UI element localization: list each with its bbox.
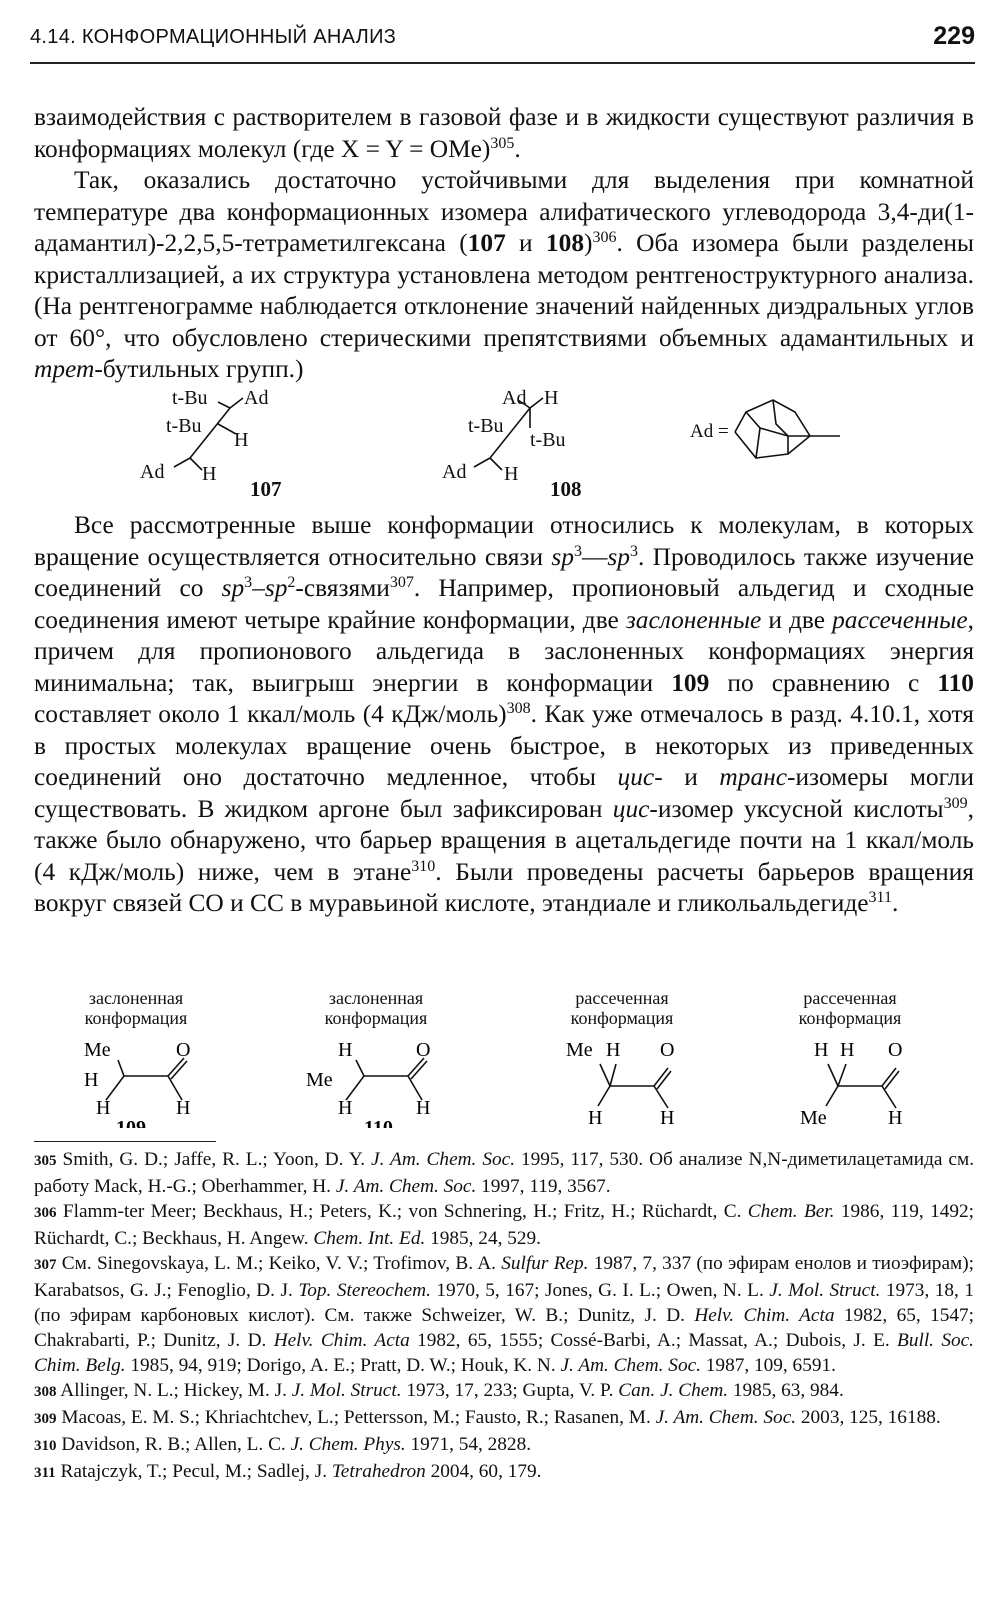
text-span: 1985, 63, 984. (728, 1380, 844, 1401)
substituent-label: Me (800, 1107, 827, 1128)
conformation-label: рассеченная (803, 988, 897, 1008)
text-span: – (252, 574, 265, 602)
compound-number: 109 (671, 668, 710, 697)
text-span: . Например, пропионовый альдегид и сходные соединения имеют четыре крайние конформации, две (34, 574, 975, 634)
text-span: 1987, 109, 6591. (700, 1355, 836, 1376)
text-span: -изомеры могли существовать. В жидком аргоне был зафиксирован (34, 763, 974, 823)
footnote-divider (34, 1141, 216, 1142)
text-span: Macoas, E. M. S.; Khriachtchev, L.; Pettersson, M.; Fausto, R.; Rasanen, M. (61, 1407, 656, 1428)
page-number: 229 (933, 22, 975, 50)
conformation-label: конформация (84, 1008, 188, 1028)
text-span: 1986, 119, 1492; Rüchardt, C.; Beckhaus, H. Angew. (34, 1201, 974, 1249)
text-span: и (505, 229, 546, 257)
footnote-ref: 309 (943, 794, 968, 812)
conformation-label: конформация (798, 1008, 902, 1028)
substituent-label: H (202, 463, 217, 485)
journal-name: Sulfur Rep. (501, 1253, 589, 1274)
text-span: 1970, 5, 167; Jones, G. I. L.; Owen, N. L. (430, 1280, 770, 1301)
text-span: 1982, 65, 1547; Chakrabarti, P.; Dunitz, J. D. (34, 1305, 975, 1351)
footnote-310 (34, 1432, 974, 1459)
journal-name: Helv. Chim. Acta (273, 1330, 410, 1351)
substituent-label: O (888, 1039, 903, 1061)
text-span: 1987, 7, 337 (по эфирам енолов и тиоэфирам); Karabatsos, G. J.; Fenoglio, D. J. (34, 1253, 974, 1301)
conformation-label: конформация (324, 1008, 428, 1028)
footnote-311 (34, 1459, 974, 1486)
text-span: Ratajczyk, T.; Pecul, M.; Sadlej, J. (60, 1461, 332, 1482)
bond (490, 458, 502, 470)
conformation-label: рассеченная (575, 988, 669, 1008)
bond (218, 402, 230, 408)
substituent-label: t-Bu (166, 415, 202, 437)
text-span: взаимодействия с растворителем в газовой фазе и в жидкости существуют различия в конформациях молекул (где X = Y = OMe) (34, 103, 974, 163)
compound-number: 108 (550, 477, 582, 501)
text-span: , причем для пропионового альдегида в заслоненных конформациях энергия минимальна; так, выигрыш энергии в конформации (34, 605, 974, 697)
structure-108 (430, 380, 620, 505)
compound-number: 110 (364, 1117, 393, 1128)
journal-name: J. Mol. Struct. (291, 1380, 402, 1401)
substituent-label: Me (306, 1069, 333, 1091)
journal-name: Bull. Soc. Chim. Belg. (34, 1330, 975, 1376)
footnote-ref: 308 (506, 700, 531, 718)
substituent-label: H (888, 1107, 903, 1128)
conformation-109 (36, 988, 236, 1133)
footnote-ref: 311 (868, 889, 892, 907)
footnote-ref: 305 (490, 134, 515, 152)
ad-label: Ad = (690, 421, 729, 442)
substituent-label: O (176, 1039, 191, 1061)
compound-number: 107 (467, 229, 506, 257)
journal-name: Top. Stereochem. (298, 1280, 431, 1301)
substituent-label: t-Bu (468, 415, 504, 437)
substituent-label: Ad (244, 387, 269, 409)
compound-number: 109 (116, 1117, 146, 1128)
text-span: . Оба изомера были разделены кристаллизацией, а их структура установлена методом рентгеноструктурного анализа. (На рентгенограмме наблюдается отклонение значений найденных диэдральных углов от 60°, что обусловлено стерическими препятствиями объемных адамантильных и (34, 229, 974, 352)
substituent-label: t-Bu (172, 387, 208, 409)
italic-term: sp (264, 574, 288, 602)
text-span: 1982, 65, 1555; Cossé-Barbi, A.; Massat, A.; Dubois, J. E. (409, 1330, 898, 1351)
italic-term: заслоненные (625, 605, 762, 634)
text-span: 1973, 17, 233; Gupta, V. P. (401, 1380, 619, 1401)
conformation-structure (36, 1028, 236, 1128)
text-span: Так, оказались достаточно устойчивыми для выделения при комнатной температуре два конформационных изомера алифатического углеводорода 3,4-ди(1-адамантил)-2,2,5,5-тетраметилгексана ( (34, 166, 974, 257)
substituent-label: H (176, 1097, 191, 1119)
page-header (30, 22, 975, 64)
conformation-label: заслоненная (328, 988, 424, 1008)
substituent-label: H (338, 1097, 353, 1119)
conformation-structure (750, 1028, 950, 1128)
superscript: 2 (287, 574, 296, 592)
conformation-label: конформация (570, 1008, 674, 1028)
substituent-label: H (606, 1039, 621, 1061)
footnote-ref: 310 (411, 857, 436, 875)
text-span: 2004, 60, 179. (425, 1461, 542, 1482)
superscript: 3 (573, 542, 582, 560)
text-span: 1997, 119, 3567. (476, 1176, 611, 1197)
journal-name: Helv. Chim. Acta (694, 1305, 835, 1326)
text-span: Smith, G. D.; Jaffe, R. L.; Yoon, D. Y. (62, 1149, 372, 1170)
conformation-110 (276, 988, 476, 1133)
substituent-label: H (234, 429, 249, 451)
adamantyl-definition (690, 392, 860, 472)
text-span: . (891, 889, 899, 917)
staggered-conformation-2 (750, 988, 950, 1133)
text-span: Allinger, N. L.; Hickey, M. J. (60, 1380, 292, 1401)
text-span: ) (584, 229, 593, 257)
journal-name: Chem. Ber. (747, 1201, 835, 1222)
substituent-label: O (660, 1039, 675, 1061)
substituent-label: H (840, 1039, 855, 1061)
text-span: 2003, 125, 16188. (796, 1407, 941, 1428)
italic-term: sp (551, 542, 574, 571)
text-span: - и (654, 763, 720, 791)
superscript: 3 (629, 542, 638, 560)
conformation-label: заслоненная (88, 988, 184, 1008)
text-span: 1973, 18, 1 (по эфирам карбоновых кислот). См. также Schweizer, W. B.; Dunitz, J. D. (34, 1280, 974, 1326)
substituent-label: Me (566, 1039, 593, 1061)
footnote-number: 308 (34, 1384, 57, 1400)
text-span: -бутильных групп.) (94, 355, 304, 383)
text-span: — (581, 542, 608, 571)
staggered-conformation-1 (522, 988, 722, 1133)
footnote-305 (34, 1147, 974, 1199)
substituent-label: Me (84, 1039, 111, 1061)
bond (530, 398, 543, 408)
bond (230, 398, 243, 408)
text-span: 1995, 117, 530. Об анализе N,N-диметилацетамида см. работу Mack, H.-G.; Oberhammer, H. (34, 1149, 975, 1197)
substituent-label: O (416, 1039, 431, 1061)
italic-term: цис (612, 794, 650, 823)
bond (174, 458, 190, 467)
adamantane-icon (735, 400, 840, 458)
text-span: , также было обнаружено, что барьер вращения в ацетальдегиде почти на 1 ккал/моль (4 кДж/моль) ниже, чем в этане (34, 794, 974, 886)
footnote-number: 305 (34, 1153, 57, 1169)
italic-term: трет (34, 355, 95, 383)
footnote-number: 309 (34, 1411, 57, 1427)
superscript: 3 (244, 574, 253, 592)
paragraph-3 (34, 510, 974, 920)
paragraph-2 (34, 165, 974, 386)
journal-name: J. Am. Chem. Soc. (560, 1355, 701, 1376)
text-span: . Как уже отмечалось в разд. 4.10.1, хотя в простых молекулах вращение очень быстрое, в некоторых из приведенных соединений оно достаточно медленное, чтобы (34, 700, 974, 791)
footnote-309 (34, 1405, 974, 1432)
footnote-number: 307 (34, 1257, 57, 1273)
substituent-label: H (814, 1039, 829, 1061)
footnote-308 (34, 1378, 974, 1405)
text-span: -изомер уксусной кислоты (649, 794, 944, 823)
italic-term: цис (617, 763, 655, 791)
substituent-label: H (96, 1097, 111, 1119)
italic-term: sp (607, 542, 630, 571)
italic-term: транс (719, 763, 788, 791)
journal-name: J. Chem. Phys. (290, 1434, 406, 1455)
compound-number: 110 (937, 668, 974, 697)
text-span: Все рассмотренные выше конформации относились к молекулам, в которых вращение осуществляется относительно связи (34, 511, 974, 571)
text-span: составляет около 1 ккал/моль (4 кДж/моль) (34, 700, 507, 728)
footnote-ref: 306 (592, 229, 617, 247)
footnote-ref: 307 (389, 574, 414, 592)
footnote-number: 306 (34, 1205, 57, 1221)
footnote-306 (34, 1199, 974, 1251)
bond (474, 458, 490, 467)
footnote-number: 311 (34, 1465, 56, 1481)
substituent-label: Ad (442, 461, 467, 483)
italic-term: sp (221, 574, 245, 602)
substituent-label: H (338, 1039, 353, 1061)
conformation-structure (276, 1028, 476, 1128)
journal-name: J. Mol. Struct. (769, 1280, 881, 1301)
footnotes (34, 1147, 974, 1486)
substituent-label: H (84, 1069, 99, 1091)
text-span: . Проводилось также изучение соединений со (34, 542, 974, 602)
compound-number: 108 (545, 229, 585, 257)
substituent-label: Ad (140, 461, 165, 483)
structure-107 (130, 380, 310, 505)
text-span: Davidson, R. B.; Allen, L. C. (61, 1434, 291, 1455)
text-span: 1985, 94, 919; Dorigo, A. E.; Pratt, D. W.; Houk, K. N. (125, 1355, 561, 1376)
text-span: . (514, 134, 521, 163)
substituent-label: H (588, 1107, 603, 1128)
journal-name: J. Am. Chem. Soc. (335, 1176, 477, 1197)
footnote-307 (34, 1251, 974, 1378)
text-span: . Были проведены расчеты барьеров вращения вокруг связей CO и CC в муравьиной кислоте, этандиале и гликольальдегиде (34, 857, 974, 917)
substituent-label: H (544, 387, 559, 409)
journal-name: Can. J. Chem. (618, 1380, 729, 1401)
substituent-label: H (504, 463, 519, 485)
italic-term: рассеченные (832, 605, 968, 634)
bond (190, 458, 202, 470)
text-span: 1971, 54, 2828. (405, 1434, 532, 1455)
running-head: 4.14. КОНФОРМАЦИОННЫЙ АНАЛИЗ (30, 26, 397, 48)
journal-name: Chem. Int. Ed. (313, 1228, 426, 1249)
text-span: Flamm-ter Meer; Beckhaus, H.; Peters, K.; von Schnering, H.; Fritz, H.; Rüchardt, C. (62, 1201, 748, 1222)
compound-number: 107 (250, 477, 282, 501)
text-span: и две (761, 605, 833, 634)
journal-name: J. Am. Chem. Soc. (371, 1149, 516, 1170)
text-span: 1985, 24, 529. (425, 1228, 541, 1249)
footnote-number: 310 (34, 1438, 57, 1454)
text-span: -связями (295, 574, 390, 602)
journal-name: J. Am. Chem. Soc. (655, 1407, 797, 1428)
conformation-structure (522, 1028, 722, 1128)
journal-name: Tetrahedron (331, 1461, 426, 1482)
paragraph-1 (34, 102, 974, 165)
text-span: по сравнению с (709, 668, 938, 697)
substituent-label: Ad (502, 387, 527, 409)
text-span: См. Sinegovskaya, L. M.; Keiko, V. V.; Trofimov, B. A. (61, 1253, 502, 1274)
substituent-label: H (416, 1097, 431, 1119)
substituent-label: t-Bu (530, 429, 566, 451)
substituent-label: H (660, 1107, 675, 1128)
